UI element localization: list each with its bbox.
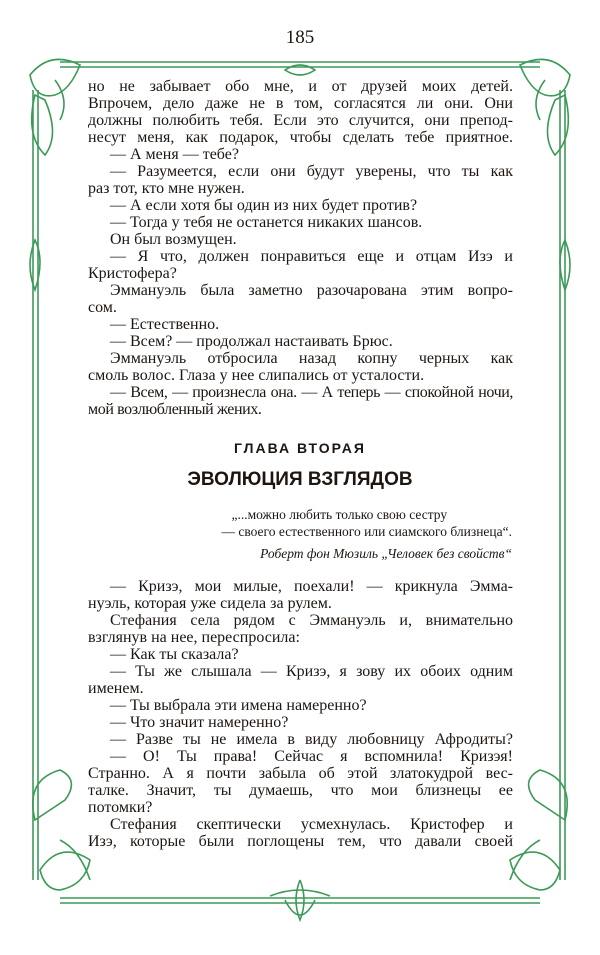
text-line: — А если хотя бы один из них будет против?	[110, 197, 418, 214]
text-line: Стефания села рядом с Эммануэль и, внимательно	[110, 612, 513, 629]
text-line: Он был возмущен.	[110, 231, 237, 248]
text-line: — Разве ты не имела в виду любовницу Афродиты?	[110, 731, 513, 748]
text-line: — Как ты сказала?	[110, 646, 239, 663]
text-line: потомки?	[88, 799, 153, 816]
text-line: — Что значит намеренно?	[110, 714, 289, 731]
text-line: Стефания скептически усмехнулась. Кристофер и	[110, 816, 513, 833]
text-line: — Разумеется, если они будут уверены, что ты как	[110, 163, 513, 180]
text-line: несут меня, как подарок, чтобы сделать тебе приятное.	[88, 129, 513, 146]
body-text-bottom	[88, 578, 513, 850]
page-number: 185	[285, 27, 315, 48]
text-line: — Естественно.	[110, 316, 220, 333]
text-line: Кристофера?	[88, 265, 177, 282]
text-line: — Я что, должен понравиться еще и отцам Изэ и	[110, 248, 513, 265]
body-text-top	[88, 78, 513, 418]
text-line: — Тогда у тебя не останется никаких шансов.	[110, 214, 423, 231]
text-line: — А меня — тебе?	[110, 146, 239, 163]
text-line: — Ты выбрала эти имена намеренно?	[110, 697, 367, 714]
text-line: — Всем? — продолжал настаивать Брюс.	[110, 333, 393, 350]
text-line: должны полюбить тебя. Если это случится, они препод-	[88, 112, 513, 129]
text-line: — О! Ты права! Сейчас я вспомнила! Кризэя!	[110, 748, 513, 765]
epigraph-attribution: Роберт фон Мюзиль „Человек без свойств“	[260, 546, 512, 561]
text-line: смоль волос. Глаза у нее слипались от усталости.	[88, 367, 425, 384]
epigraph-line: „...можно любить только свою сестру	[231, 507, 448, 522]
text-line: Эммануэль была заметно разочарована этим вопро-	[110, 282, 513, 299]
text-line: именем.	[88, 680, 144, 697]
text-line: Изэ, которые были поглощены тем, что давали своей	[88, 833, 513, 850]
epigraph-line: — своего естественного или сиамского близнеца“.	[221, 524, 512, 539]
text-line: Впрочем, дело даже не в том, согласятся ли они. Они	[88, 95, 513, 112]
text-line: талке. Значит, ты думаешь, что мои близнецы ее	[88, 782, 513, 799]
chapter-label: ГЛАВА ВТОРАЯ	[234, 440, 366, 456]
text-line: но не забывает обо мне, и от друзей моих детей.	[88, 78, 513, 95]
text-line: — Кризэ, мои милые, поехали! — крикнула Эмма-	[110, 578, 513, 595]
text-line: мой возлюбленный жених.	[88, 401, 262, 418]
text-line: раз тот, кто мне нужен.	[88, 180, 245, 197]
text-line: Странно. А я почти забыла об этой златокудрой вес-	[88, 765, 513, 782]
chapter-title: ЭВОЛЮЦИЯ ВЗГЛЯДОВ	[187, 469, 413, 490]
text-line: взглянув на нее, переспросила:	[88, 629, 300, 646]
text-line: нуэль, которая уже сидела за рулем.	[88, 595, 332, 612]
text-line: Эммануэль отбросила назад копну черных как	[110, 350, 513, 367]
text-line: сом.	[88, 299, 117, 316]
text-line: — Ты же слышала — Кризэ, я зову их обоих одним	[110, 663, 513, 680]
text-line: — Всем, — произнесла она. — А теперь — спокойной ночи,	[110, 384, 513, 401]
epigraph	[221, 506, 512, 562]
